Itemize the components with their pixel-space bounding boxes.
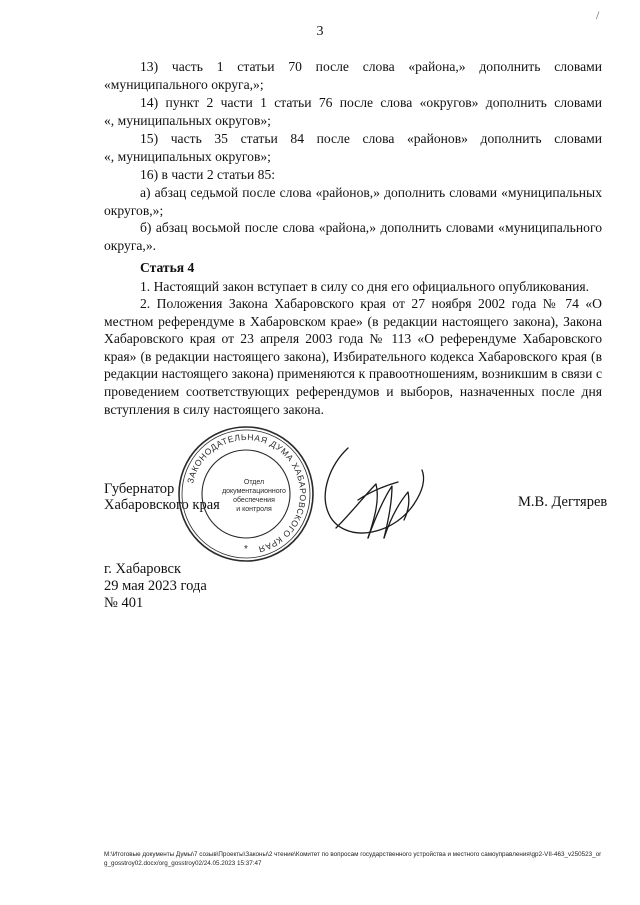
handwritten-signature	[318, 440, 438, 550]
signatory-name: М.В. Дегтярев	[518, 494, 608, 510]
date: 29 мая 2023 года	[104, 578, 207, 594]
paragraph-16: 16) в части 2 статьи 85:	[140, 167, 276, 182]
place: г. Хабаровск	[104, 561, 182, 577]
official-seal	[176, 424, 316, 564]
seal-center-line4: и контроля	[236, 506, 272, 513]
article-item-2: 2. Положения Закона Хабаровского края от 27 ноября 2002 года № 74 «О местном референдуме в Хабаровском крае» (в редакции настоящего закона), Закона Хабаровского края от 23 апреля 2003 года № 113 «О референдуме Хабаровского края» (в редакции настоящего закона), Избирательного кодекса Хабаровского края (в редакции настоящего закона) применяются к правоотношениям, возникшим в связи с проведением соответствующих референдумов и выборов, назначенных после дня вступления в силу настоящего закона.	[104, 296, 602, 417]
law-number: № 401	[104, 595, 144, 611]
paragraph-15-line1: 15) часть 35 статьи 84 после слова «районов» дополнить словами	[140, 131, 602, 146]
signatory-position-line1: Губернатор	[104, 481, 175, 497]
paragraph-15-line2: «, муниципальных округов»;	[104, 149, 271, 164]
footer-file-path: M:\Итоговые документы Думы\7 созыв\Проекты\Законы\2 чтение\Комитет по вопросам государственного устройства и местного самоуправления\gp2-VII-463_v250523_org_gosstroy02.docx/org_gosstroy02/24.05.2023 15:37:47	[104, 851, 602, 867]
paragraph-13-line2: «муниципального округа,»;	[104, 77, 264, 92]
seal-center-line1: Отдел	[243, 479, 265, 486]
article-title: Статья 4	[140, 260, 195, 275]
signatory-position-line2: Хабаровского края	[104, 497, 220, 513]
corner-mark: /	[596, 8, 600, 22]
paragraph-b: б) абзац восьмой после слова «района,» дополнить словами «муниципального округа,».	[104, 220, 602, 253]
paragraph-14-line2: «, муниципальных округов»;	[104, 113, 271, 128]
seal-ring-text: ЗАКОНОДАТЕЛЬНАЯ ДУМА ХАБАРОВСКОГО КРАЯ	[185, 431, 309, 555]
article-item-1: 1. Настоящий закон вступает в силу со дня его официального опубликования.	[140, 279, 590, 294]
page-number: 3	[316, 24, 324, 39]
seal-center-line2: документационного	[222, 488, 286, 495]
seal-star: *	[244, 544, 248, 555]
paragraph-13-line1: 13) часть 1 статьи 70 после слова «района,» дополнить словами	[140, 59, 602, 74]
seal-center-line3: обеспечения	[233, 497, 275, 504]
paragraph-a: а) абзац седьмой после слова «районов,» дополнить словами «муниципальных округов,»;	[104, 185, 602, 218]
paragraph-14-line1: 14) пункт 2 части 1 статьи 76 после слова «округов» дополнить словами	[140, 95, 602, 110]
